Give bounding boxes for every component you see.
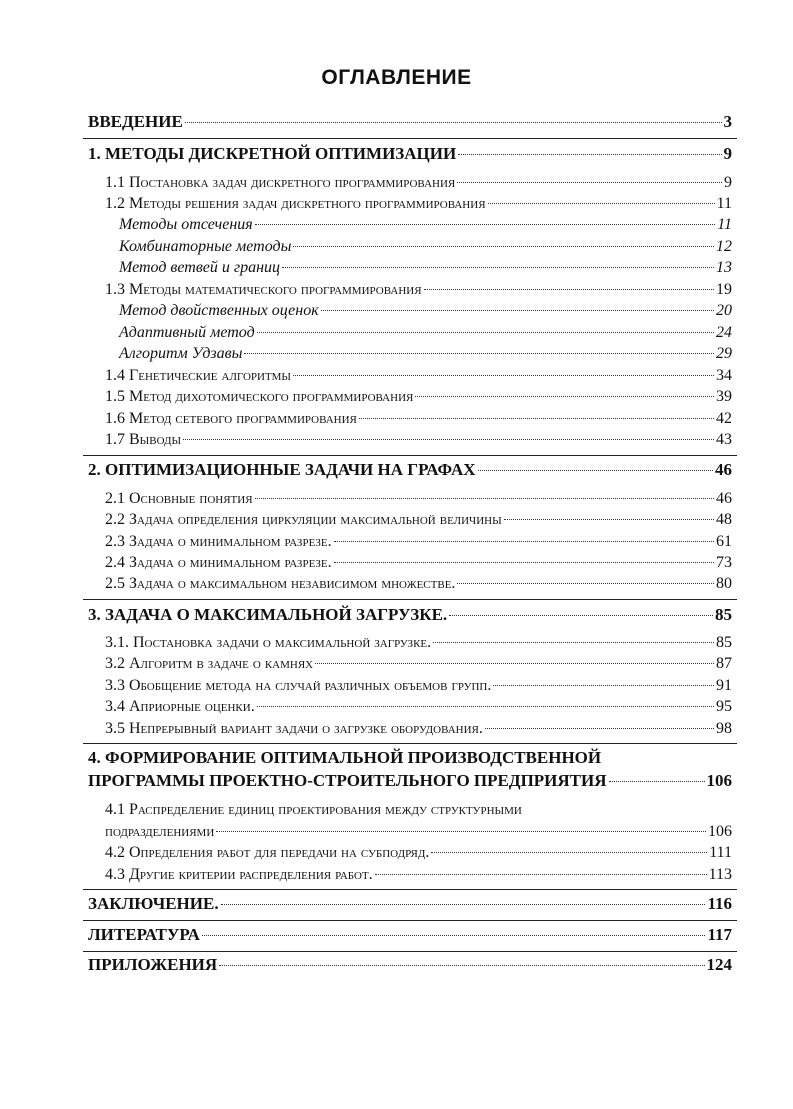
toc-entry-3-5[interactable] [105, 719, 732, 739]
dot-leader [257, 706, 714, 707]
toc-entry-label: 2.4 Задача о минимальном разрезе. [105, 554, 332, 571]
toc-entry-3-1[interactable] [105, 633, 732, 653]
toc-entry-2-5[interactable] [105, 574, 732, 594]
toc-entry-1-1[interactable] [105, 173, 732, 193]
toc-entry-literature[interactable] [88, 925, 732, 945]
toc-entry-page: 111 [709, 844, 732, 861]
toc-entry-label: ПРОГРАММЫ ПРОЕКТНО-СТРОИТЕЛЬНОГО ПРЕДПРИЯТИЯ [88, 771, 607, 790]
toc-entry-label: 4.3 Другие критерии распределения работ. [105, 866, 373, 883]
dot-leader [485, 728, 714, 729]
divider [83, 889, 737, 890]
toc-entry-label: ВВЕДЕНИЕ [88, 112, 183, 131]
dot-leader [478, 470, 713, 471]
toc-entry-page: 3 [723, 112, 732, 131]
toc-entry-chapter-4[interactable] [88, 771, 732, 791]
toc-entry-chapter-4-line-1[interactable]: 4. ФОРМИРОВАНИЕ ОПТИМАЛЬНОЙ ПРОИЗВОДСТВЕННОЙ [88, 748, 602, 767]
toc-entry-page: 116 [707, 894, 732, 913]
dot-leader [375, 874, 707, 875]
dot-leader [415, 396, 714, 397]
toc-entry-label: Комбинаторные методы [119, 238, 292, 255]
toc-entry-label: 1.4 Генетические алгоритмы [105, 367, 291, 384]
toc-entry-1-5[interactable] [105, 387, 732, 407]
toc-entry-label: 1.6 Метод сетевого программирования [105, 410, 357, 427]
toc-entry-page: 124 [706, 955, 732, 974]
toc-entry-dual-estimates[interactable] [119, 301, 732, 321]
toc-entry-uzawa-algorithm[interactable] [119, 344, 732, 364]
toc-entry-page: 39 [716, 388, 732, 405]
dot-leader [255, 224, 715, 225]
toc-entry-3-2[interactable] [105, 654, 732, 674]
dot-leader [431, 852, 707, 853]
toc-entry-page: 9 [724, 174, 732, 191]
toc-entry-1-2[interactable] [105, 194, 732, 214]
dot-leader [458, 154, 721, 155]
toc-entry-page: 9 [723, 144, 732, 163]
toc-entry-page: 91 [716, 677, 732, 694]
toc-entry-2-2[interactable] [105, 510, 732, 530]
dot-leader [293, 375, 714, 376]
divider [83, 455, 737, 456]
toc-entry-page: 19 [716, 281, 732, 298]
dot-leader [493, 685, 714, 686]
toc-entry-page: 29 [716, 345, 732, 362]
divider [83, 951, 737, 952]
dot-leader [321, 310, 714, 311]
dot-leader [293, 246, 714, 247]
toc-entry-label: 3.1. Постановка задачи о максимальной загрузке. [105, 634, 432, 651]
toc-entry-page: 46 [716, 490, 732, 507]
dot-leader [315, 663, 714, 664]
toc-entry-label: 2.2 Задача определения циркуляции максимальной величины [105, 511, 502, 528]
dot-leader [185, 122, 722, 123]
dot-leader [504, 519, 714, 520]
toc-entry-label: 2.3 Задача о минимальном разрезе. [105, 533, 332, 550]
toc-entry-chapter-1[interactable] [88, 144, 732, 164]
toc-entry-branch-and-bound[interactable] [119, 258, 732, 278]
toc-entry-3-4[interactable] [105, 697, 732, 717]
toc-entry-label: Метод двойственных оценок [119, 302, 319, 319]
toc-entry-chapter-2[interactable] [88, 460, 732, 480]
dot-leader [433, 642, 714, 643]
toc-entry-adaptive-method[interactable] [119, 323, 732, 343]
toc-entry-page: 113 [708, 866, 732, 883]
toc-entry-page: 43 [716, 431, 732, 448]
toc-entry-page: 48 [716, 511, 732, 528]
toc-entry-page: 11 [717, 216, 732, 233]
toc-entry-page: 13 [716, 259, 732, 276]
toc-entry-page: 106 [706, 771, 732, 790]
toc-entry-4-1-line-1[interactable]: 4.1 Распределение единиц проектирования между структурными [105, 801, 522, 818]
toc-entry-3-3[interactable] [105, 676, 732, 696]
dot-leader [359, 418, 714, 419]
divider [83, 138, 737, 139]
dot-leader [334, 562, 714, 563]
toc-entry-page: 117 [707, 925, 732, 944]
toc-entry-label: 2.5 Задача о максимальном независимом множестве. [105, 575, 456, 592]
toc-entry-1-3[interactable] [105, 280, 732, 300]
divider [83, 743, 737, 744]
toc-entry-label: ЛИТЕРАТУРА [88, 925, 200, 944]
dot-leader [255, 498, 714, 499]
toc-entry-page: 80 [716, 575, 732, 592]
toc-entry-label: Метод ветвей и границ [119, 259, 281, 276]
toc-entry-label: 3. ЗАДАЧА О МАКСИМАЛЬНОЙ ЗАГРУЗКЕ. [88, 605, 448, 624]
toc-entry-label: 1. МЕТОДЫ ДИСКРЕТНОЙ ОПТИМИЗАЦИИ [88, 144, 457, 163]
dot-leader [282, 267, 714, 268]
toc-entry-label: 1.5 Метод дихотомического программирования [105, 388, 414, 405]
dot-leader [221, 904, 706, 905]
toc-entry-label: 3.4 Априорные оценки. [105, 698, 255, 715]
dot-leader [216, 831, 706, 832]
dot-leader [424, 289, 714, 290]
dot-leader [244, 353, 714, 354]
toc-entry-page: 95 [716, 698, 732, 715]
toc-entry-label: 2.1 Основные понятия [105, 490, 253, 507]
toc-entry-page: 106 [708, 823, 732, 840]
dot-leader [609, 781, 705, 782]
toc-entry-label: 2. ОПТИМИЗАЦИОННЫЕ ЗАДАЧИ НА ГРАФАХ [88, 460, 476, 479]
toc-entry-conclusion[interactable] [88, 894, 732, 914]
dot-leader [449, 615, 713, 616]
dot-leader [457, 583, 714, 584]
toc-entry-page: 61 [716, 533, 732, 550]
toc-entry-label: 1.2 Методы решения задач дискретного программирования [105, 195, 486, 212]
dot-leader [202, 935, 706, 936]
toc-entry-cutting-methods[interactable] [119, 215, 732, 235]
toc-entry-label: Адаптивный метод [119, 324, 255, 341]
toc-entry-page: 85 [715, 605, 732, 624]
toc-entry-1-4[interactable] [105, 366, 732, 386]
toc-entry-page: 34 [716, 367, 732, 384]
toc-entry-2-3[interactable] [105, 532, 732, 552]
toc-entry-introduction[interactable] [88, 112, 732, 132]
toc-entry-page: 12 [716, 238, 732, 255]
toc-entry-label: ЗАКЛЮЧЕНИЕ. [88, 894, 219, 913]
toc-entry-label: 3.3 Обобщение метода на случай различных объемов групп. [105, 677, 492, 694]
toc-entry-page: 11 [716, 195, 732, 212]
toc-entry-page: 42 [716, 410, 732, 427]
toc-entry-page: 46 [715, 460, 732, 479]
toc-entry-label: 1.7 Выводы [105, 431, 182, 448]
toc-entry-chapter-3[interactable] [88, 605, 732, 625]
toc-entry-label: Методы отсечения [119, 216, 253, 233]
toc-entry-page: 24 [716, 324, 732, 341]
dot-leader [257, 332, 714, 333]
toc-entry-label: Алгоритм Удзавы [119, 345, 243, 362]
toc-entry-page: 73 [716, 554, 732, 571]
divider [83, 920, 737, 921]
toc-entry-4-1[interactable] [105, 822, 732, 842]
toc-entry-label: ПРИЛОЖЕНИЯ [88, 955, 218, 974]
toc-entry-label: 3.5 Непрерывный вариант задачи о загрузке оборудования. [105, 720, 483, 737]
toc-entry-page: 20 [716, 302, 732, 319]
dot-leader [488, 203, 715, 204]
toc-entry-2-4[interactable] [105, 553, 732, 573]
toc-entry-4-3[interactable] [105, 865, 732, 885]
divider [83, 599, 737, 600]
toc-entry-label: 3.2 Алгоритм в задаче о камнях [105, 655, 314, 672]
dot-leader [183, 439, 714, 440]
dot-leader [334, 541, 714, 542]
dot-leader [457, 182, 722, 183]
page-title: ОГЛАВЛЕНИЕ [321, 66, 472, 89]
toc-entry-page: 87 [716, 655, 732, 672]
toc-entry-combinatorial-methods[interactable] [119, 237, 732, 257]
toc-entry-label: 1.1 Постановка задач дискретного программирования [105, 174, 456, 191]
toc-entry-page: 85 [716, 634, 732, 651]
toc-entry-4-2[interactable] [105, 843, 732, 863]
toc-entry-page: 98 [716, 720, 732, 737]
toc-entry-2-1[interactable] [105, 489, 732, 509]
toc-entry-label: подразделениями [105, 823, 215, 840]
toc-entry-appendices[interactable] [88, 955, 732, 975]
toc-entry-label: 1.3 Методы математического программирования [105, 281, 422, 298]
toc-entry-label: 4.2 Определения работ для передачи на субподряд. [105, 844, 430, 861]
toc-entry-1-6[interactable] [105, 409, 732, 429]
dot-leader [219, 965, 704, 966]
toc-entry-1-7[interactable] [105, 430, 732, 450]
